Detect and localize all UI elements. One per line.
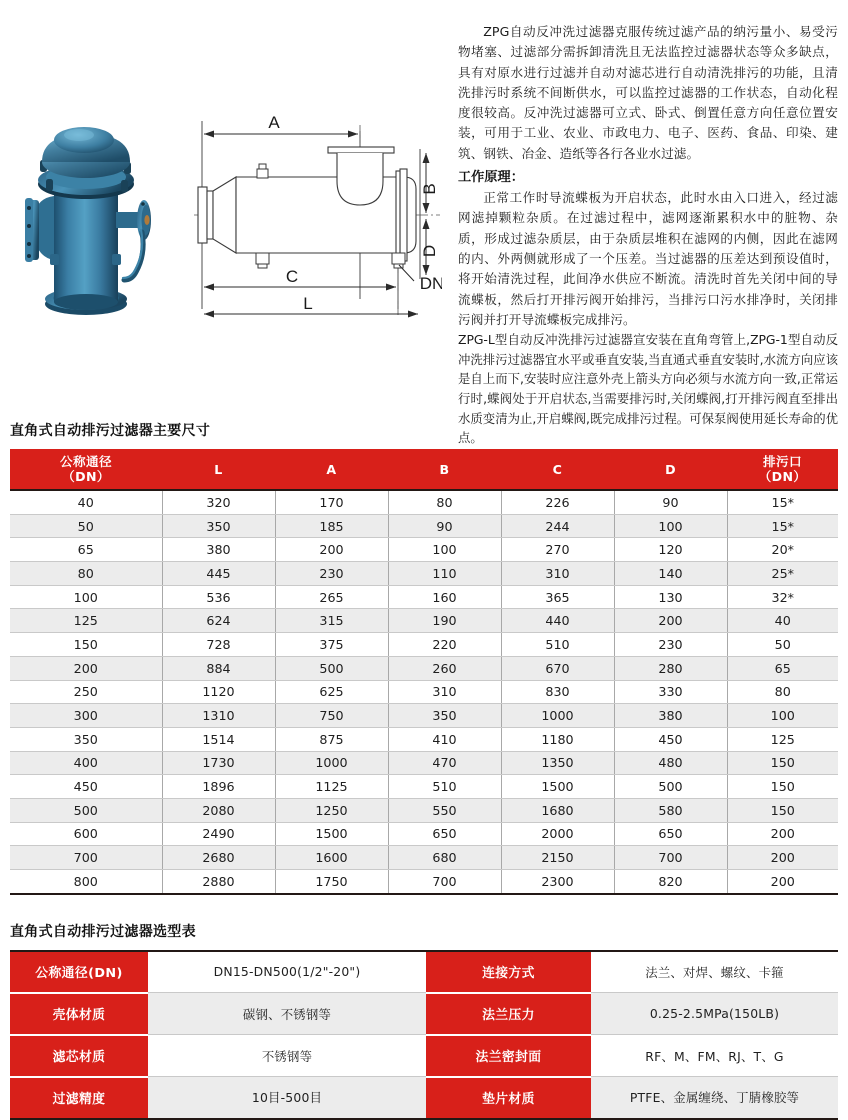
table-cell: 1896 — [162, 775, 275, 799]
table-cell: 100 — [727, 704, 838, 728]
table-cell: 90 — [614, 490, 727, 514]
table-cell: 500 — [275, 656, 388, 680]
dimensions-table-head — [10, 449, 838, 490]
table-cell: 700 — [388, 870, 501, 894]
table-cell: 270 — [501, 538, 614, 562]
working-principle-paragraph-2: ZPG-L型自动反冲洗排污过滤器宣安装在直角弯管上,ZPG-1型自动反冲洗排污过滤器宜水平或垂直安装,当直通式垂直安装时,水流方向应该是自上而下,安装时应注意外壳上箭头方向必须与水流方向一致,正常运行时,蝶阀处于开启状态,当需要排污时,关闭蝶阀,打开排污阀直至排出水质变清为止,开启蝶阀,既完成排污过程。可保泵阀使用延长寿命的优点。 — [458, 332, 838, 446]
table-cell: 1600 — [275, 846, 388, 870]
dimensions-table — [10, 449, 838, 895]
spec-label-right: 法兰密封面 — [426, 1035, 591, 1077]
spec-label-left: 公称通径(DN) — [10, 951, 148, 993]
table-cell: 510 — [501, 633, 614, 657]
table-cell: 380 — [614, 704, 727, 728]
table-cell: 1350 — [501, 751, 614, 775]
table-cell: 310 — [388, 680, 501, 704]
table-cell: 80 — [388, 490, 501, 514]
spec-row — [10, 951, 838, 993]
table-cell: 1120 — [162, 680, 275, 704]
table-cell: 410 — [388, 727, 501, 751]
table-cell: 2080 — [162, 798, 275, 822]
table-cell: 1500 — [275, 822, 388, 846]
table-cell: 280 — [614, 656, 727, 680]
spec-row — [10, 1077, 838, 1119]
table-cell: 15* — [727, 514, 838, 538]
spec-label-right: 连接方式 — [426, 951, 591, 993]
table-cell: 265 — [275, 585, 388, 609]
table-cell: 50 — [727, 633, 838, 657]
table-cell: 480 — [614, 751, 727, 775]
table-cell: 15* — [727, 490, 838, 514]
spec-value-left: DN15-DN500(1/2"-20") — [148, 951, 426, 993]
table-cell: 40 — [10, 490, 162, 514]
table-cell: 625 — [275, 680, 388, 704]
table-cell: 185 — [275, 514, 388, 538]
table-cell: 226 — [501, 490, 614, 514]
dimension-label-l: L — [303, 294, 313, 313]
dimension-label-b: B — [420, 183, 439, 195]
table-cell: 110 — [388, 562, 501, 586]
table-row — [10, 609, 838, 633]
table-cell: 2000 — [501, 822, 614, 846]
table-cell: 680 — [388, 846, 501, 870]
table-cell: 170 — [275, 490, 388, 514]
table-cell: 365 — [501, 585, 614, 609]
working-principle-paragraph-1: 正常工作时导流蝶板为开启状态，此时水由入口进入，经过滤网滤掉颗粒杂质。在过滤过程中，滤网逐渐累积水中的脏物、杂质，形成过滤杂质层，由于杂质层堆积在滤网的内侧，因此在滤网的内、外两侧就形成了一个压差。当过滤器的压差达到预设值时，将开始清洗过程，此间净水供应不断流。清洗时首先关闭中间的导流蝶板，然后打开排污阀开始排污，当排污口污水排净时，关闭排污阀并打开导流蝶板完成排污。 — [458, 190, 838, 327]
table-cell: 150 — [727, 751, 838, 775]
dimensions-section-title: 直角式自动排污过滤器主要尺寸 — [10, 423, 211, 439]
table-cell: 1000 — [275, 751, 388, 775]
table-row — [10, 490, 838, 514]
table-cell: 580 — [614, 798, 727, 822]
table-row — [10, 775, 838, 799]
spec-value-left: 10目-500目 — [148, 1077, 426, 1119]
table-cell: 2680 — [162, 846, 275, 870]
table-cell: 230 — [614, 633, 727, 657]
table-cell: 500 — [614, 775, 727, 799]
table-cell: 550 — [388, 798, 501, 822]
table-cell: 250 — [10, 680, 162, 704]
table-cell: 650 — [388, 822, 501, 846]
table-cell: 140 — [614, 562, 727, 586]
spec-row — [10, 1035, 838, 1077]
table-cell: 1514 — [162, 727, 275, 751]
column-header-a: A — [275, 449, 388, 490]
table-cell: 40 — [727, 609, 838, 633]
table-cell: 150 — [727, 775, 838, 799]
table-cell: 884 — [162, 656, 275, 680]
table-cell: 100 — [614, 514, 727, 538]
table-cell: 600 — [10, 822, 162, 846]
column-header-d: D — [614, 449, 727, 490]
table-cell: 65 — [10, 538, 162, 562]
technical-drawing-svg — [192, 109, 442, 324]
selection-table — [10, 950, 838, 1120]
table-cell: 1750 — [275, 870, 388, 894]
table-row — [10, 633, 838, 657]
table-cell: 510 — [388, 775, 501, 799]
column-header-b: B — [388, 449, 501, 490]
selection-table-body — [10, 951, 838, 1119]
table-row — [10, 822, 838, 846]
table-row — [10, 727, 838, 751]
spec-value-right: RF、M、FM、RJ、T、G — [591, 1035, 838, 1077]
table-row — [10, 870, 838, 894]
spec-value-left: 碳钢、不锈钢等 — [148, 993, 426, 1035]
column-header-drain-line1: 排污口 — [763, 454, 802, 469]
table-row — [10, 704, 838, 728]
table-cell: 80 — [727, 680, 838, 704]
column-header-dn-line2: （DN） — [62, 469, 110, 484]
table-cell: 728 — [162, 633, 275, 657]
table-cell: 150 — [727, 798, 838, 822]
table-cell: 820 — [614, 870, 727, 894]
table-cell: 320 — [162, 490, 275, 514]
table-cell: 450 — [10, 775, 162, 799]
table-cell: 1680 — [501, 798, 614, 822]
table-cell: 875 — [275, 727, 388, 751]
spec-label-left: 过滤精度 — [10, 1077, 148, 1119]
table-cell: 380 — [162, 538, 275, 562]
table-cell: 200 — [727, 846, 838, 870]
table-cell: 200 — [275, 538, 388, 562]
table-cell: 400 — [10, 751, 162, 775]
table-cell: 220 — [388, 633, 501, 657]
table-cell: 700 — [10, 846, 162, 870]
table-cell: 1000 — [501, 704, 614, 728]
table-cell: 670 — [501, 656, 614, 680]
table-cell: 20* — [727, 538, 838, 562]
table-row — [10, 846, 838, 870]
dimension-label-c: C — [285, 267, 299, 286]
dimension-label-d: D — [420, 244, 439, 258]
table-cell: 100 — [388, 538, 501, 562]
column-header-dn-line1: 公称通径 — [60, 454, 112, 469]
table-cell: 32* — [727, 585, 838, 609]
table-cell: 300 — [10, 704, 162, 728]
dimensions-table-body — [10, 490, 838, 894]
table-cell: 1730 — [162, 751, 275, 775]
table-row — [10, 538, 838, 562]
table-cell: 800 — [10, 870, 162, 894]
product-photo — [24, 104, 184, 319]
table-cell: 315 — [275, 609, 388, 633]
table-cell: 310 — [501, 562, 614, 586]
table-row — [10, 798, 838, 822]
table-cell: 160 — [388, 585, 501, 609]
table-cell: 2880 — [162, 870, 275, 894]
visual-column — [10, 14, 450, 420]
table-row — [10, 514, 838, 538]
table-cell: 350 — [10, 727, 162, 751]
table-cell: 2150 — [501, 846, 614, 870]
spec-row — [10, 993, 838, 1035]
table-cell: 50 — [10, 514, 162, 538]
table-cell: 375 — [275, 633, 388, 657]
table-cell: 440 — [501, 609, 614, 633]
table-row — [10, 562, 838, 586]
table-cell: 200 — [614, 609, 727, 633]
table-cell: 2490 — [162, 822, 275, 846]
table-cell: 230 — [275, 562, 388, 586]
table-cell: 150 — [10, 633, 162, 657]
table-cell: 445 — [162, 562, 275, 586]
table-cell: 2300 — [501, 870, 614, 894]
table-cell: 65 — [727, 656, 838, 680]
spec-label-right: 垫片材质 — [426, 1077, 591, 1119]
table-cell: 1125 — [275, 775, 388, 799]
table-cell: 1180 — [501, 727, 614, 751]
table-cell: 624 — [162, 609, 275, 633]
table-cell: 450 — [614, 727, 727, 751]
table-cell: 200 — [727, 870, 838, 894]
dimension-label-a: A — [268, 113, 280, 132]
table-cell: 1310 — [162, 704, 275, 728]
table-cell: 330 — [614, 680, 727, 704]
spec-label-right: 法兰压力 — [426, 993, 591, 1035]
spec-value-right: PTFE、金属缠绕、丁腈橡胶等 — [591, 1077, 838, 1119]
spec-value-right: 法兰、对焊、螺纹、卡箍 — [591, 951, 838, 993]
table-cell: 650 — [614, 822, 727, 846]
selection-table-wrapper — [0, 950, 848, 1120]
table-cell: 830 — [501, 680, 614, 704]
intro-paragraph: ZPG自动反冲洗过滤器克服传统过滤产品的纳污量小、易受污物堵塞、过滤部分需拆卸清洗且无法监控过滤器状态等众多缺点，具有对原水进行过滤并自动对滤芯进行自动清洗排污的功能，且清洗排污时系统不间断供水，可以监控过滤器的工作状态，自动化程度很较高。反冲洗过滤器可立式、卧式、倒置任意方向任意位置安装，可用于工业、农业、市政电力、电子、医药、食品、印染、建筑、钢铁、冶金、造纸等各行各业水过滤。 — [458, 24, 838, 161]
product-photo-svg — [24, 104, 184, 319]
table-cell: 125 — [727, 727, 838, 751]
column-header-c: C — [501, 449, 614, 490]
table-cell: 1500 — [501, 775, 614, 799]
table-cell: 25* — [727, 562, 838, 586]
description-column — [450, 14, 838, 446]
table-cell: 536 — [162, 585, 275, 609]
table-cell: 260 — [388, 656, 501, 680]
column-header-l: L — [162, 449, 275, 490]
technical-drawing — [192, 109, 442, 324]
dimensions-header-row — [10, 449, 838, 490]
table-row — [10, 585, 838, 609]
spec-value-right: 0.25-2.5MPa(150LB) — [591, 993, 838, 1035]
table-row — [10, 751, 838, 775]
table-cell: 700 — [614, 846, 727, 870]
working-principle-heading: 工作原理： — [458, 170, 524, 186]
table-cell: 90 — [388, 514, 501, 538]
dimensions-table-wrapper — [0, 449, 848, 895]
spec-label-left: 滤芯材质 — [10, 1035, 148, 1077]
column-header-drain-line2: （DN） — [758, 469, 807, 484]
column-header-drain — [727, 449, 838, 490]
selection-section-title: 直角式自动排污过滤器选型表 — [10, 923, 196, 940]
table-cell: 80 — [10, 562, 162, 586]
column-header-dn — [10, 449, 162, 490]
table-cell: 200 — [727, 822, 838, 846]
dimension-label-dn: DN — [419, 274, 442, 293]
table-cell: 190 — [388, 609, 501, 633]
table-cell: 100 — [10, 585, 162, 609]
spec-label-left: 壳体材质 — [10, 993, 148, 1035]
table-cell: 350 — [162, 514, 275, 538]
spec-value-left: 不锈钢等 — [148, 1035, 426, 1077]
table-cell: 130 — [614, 585, 727, 609]
table-cell: 125 — [10, 609, 162, 633]
table-cell: 120 — [614, 538, 727, 562]
table-cell: 244 — [501, 514, 614, 538]
table-cell: 750 — [275, 704, 388, 728]
table-cell: 1250 — [275, 798, 388, 822]
table-cell: 500 — [10, 798, 162, 822]
table-cell: 470 — [388, 751, 501, 775]
table-cell: 200 — [10, 656, 162, 680]
table-row — [10, 656, 838, 680]
table-cell: 350 — [388, 704, 501, 728]
table-row — [10, 680, 838, 704]
